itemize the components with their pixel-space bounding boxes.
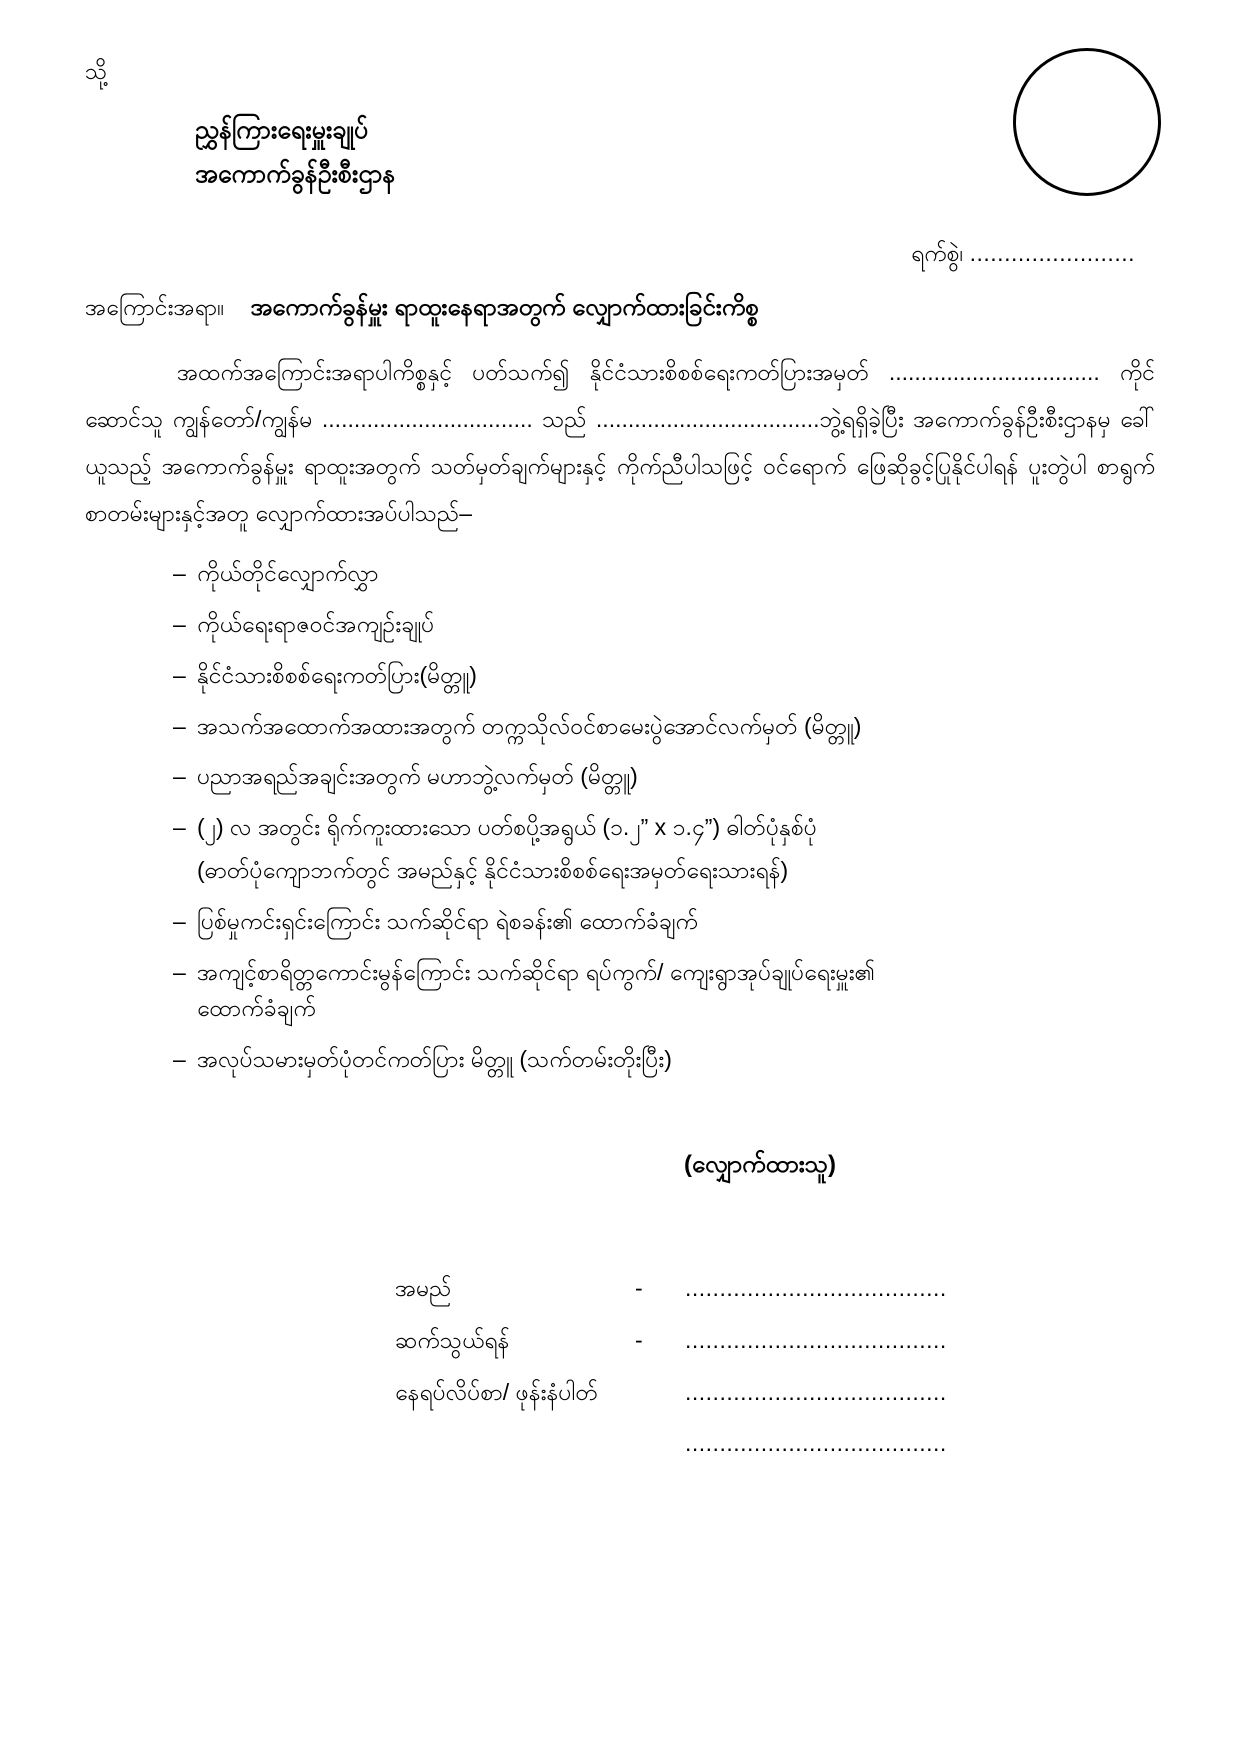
list-item [85,954,1155,1028]
date-value-dots: ........................ [969,239,1135,266]
list-item [85,708,1155,745]
addressee-block [195,109,1155,197]
field-row-contact [395,1326,1155,1360]
document-body [85,55,1155,1475]
list-item-text: ပြစ်မှုကင်းရှင်းကြောင်း သက်ဆိုင်ရာ ရဲစခန်း၏ ထောက်ခံချက် [197,907,698,934]
bullet-dash-icon: – [173,907,186,934]
subject-label: အကြောင်းအရာ။ [85,293,225,320]
list-item [85,606,1155,643]
addressee-line-1: ညွှန်ကြားရေးမှူးချုပ် [195,116,369,145]
signer-label: (လျှောက်ထားသူ) [684,1151,836,1179]
list-item [85,758,1155,795]
list-item [85,903,1155,940]
field-row-name [395,1274,1155,1308]
bullet-dash-icon: – [173,958,186,985]
body-paragraph [85,349,1155,538]
list-item [85,809,1155,889]
list-item-text: အကျင့်စာရိတ္တကောင်းမွန်ကြောင်း သက်ဆိုင်ရာ ရပ်ကွက်/ ကျေးရွာအုပ်ချုပ်ရေးမှူး၏ [197,958,876,985]
field-row-address-second-line [685,1430,1155,1457]
date-label: ရက်စွဲ၊ [910,239,964,266]
bullet-dash-icon: – [173,814,186,841]
bullet-dash-icon: – [173,712,186,739]
list-item-text: အသက်အထောက်အထားအတွက် တက္ကသိုလ်ဝင်စာမေးပွဲအောင်လက်မှတ် (မိတ္တူ) [197,712,862,739]
date-row [85,239,1155,273]
to-line: သို့ [85,58,108,84]
list-item-text: ကိုယ်တိုင်လျှောက်လွှာ [197,560,379,587]
field-dash: - [635,1275,643,1302]
addressee-line-2: အကောက်ခွန်ဦးစီးဌာန [195,159,396,188]
list-item-text: (၂) လ အတွင်း ရိုက်ကူးထားသော ပတ်စပို့အရွယ် (၁.၂” x ၁.၄”) ဓါတ်ပုံနှစ်ပုံ [197,814,817,841]
list-item-continuation: ထောက်ခံချက် [197,995,316,1022]
list-item-subtext: (ဓာတ်ပုံကျောဘက်တွင် အမည်နှင့် နိုင်ငံသားစိစစ်ရေးအမှတ်ရေးသားရန်) [197,857,789,884]
list-item [85,1041,1155,1078]
field-label: ဆက်သွယ်ရန် [395,1327,510,1354]
field-label: အမည် [395,1275,452,1302]
subject-row [85,291,1155,327]
field-value-dots: ...................................... [685,1275,947,1302]
list-item [85,657,1155,694]
field-row-address [395,1378,1155,1412]
contact-fields [395,1274,1155,1457]
list-item-text: အလုပ်သမားမှတ်ပုံတင်ကတ်ပြား မိတ္တူ (သက်တမ်းတိုးပြီး) [197,1046,672,1073]
field-value-dots: ...................................... [685,1379,947,1406]
attachment-list [85,555,1155,1078]
list-item-text: ကိုယ်ရေးရာဇဝင်အကျဉ်းချုပ် [197,611,435,638]
list-item-text: ပညာအရည်အချင်းအတွက် မဟာဘွဲ့လက်မှတ် (မိတ္တူ) [197,763,638,790]
bullet-dash-icon: – [173,763,186,790]
subject-text: အကောက်ခွန်မှူး ရာထူးနေရာအတွက် လျှောက်ထားခြင်းကိစ္စ [250,293,759,321]
bullet-dash-icon: – [173,611,186,638]
field-dash: - [635,1327,643,1354]
body-paragraph-text: အထက်အကြောင်းအရာပါကိစ္စနှင့် ပတ်သက်၍ နိုင်ငံသားစိစစ်ရေးကတ်ပြားအမှတ် ................................. ကိုင်ဆောင်သူ ကျွန်တော်/ကျွန်မ ................................. သည် ...................................ဘွဲ့ရရှိခဲ့ပြီး အကောက်ခွန်ဦးစီးဌာနမှ ခေါ်ယူသည့် အကောက်ခွန်မှူး ရာထူးအတွက် သတ်မှတ်ချက်များနှင့် ကိုက်ညီပါသဖြင့် ဝင်ရောက် ဖြေဆိုခွင့်ပြုနိုင်ပါရန် ပူးတွဲပါ စာရွက် စာတမ်းများနှင့်အတူ လျှောက်ထားအပ်ပါသည်– [85,358,1155,527]
field-value-dots: ...................................... [685,1327,947,1354]
bullet-dash-icon: – [173,1046,186,1073]
field-label: နေရပ်လိပ်စာ/ ဖုန်းနံပါတ် [395,1379,598,1406]
bullet-dash-icon: – [173,560,186,587]
list-item-text: နိုင်ငံသားစိစစ်ရေးကတ်ပြား(မိတ္တူ) [197,661,477,688]
field-value-dots: ...................................... [685,1430,947,1457]
bullet-dash-icon: – [173,661,186,688]
list-item [85,555,1155,592]
